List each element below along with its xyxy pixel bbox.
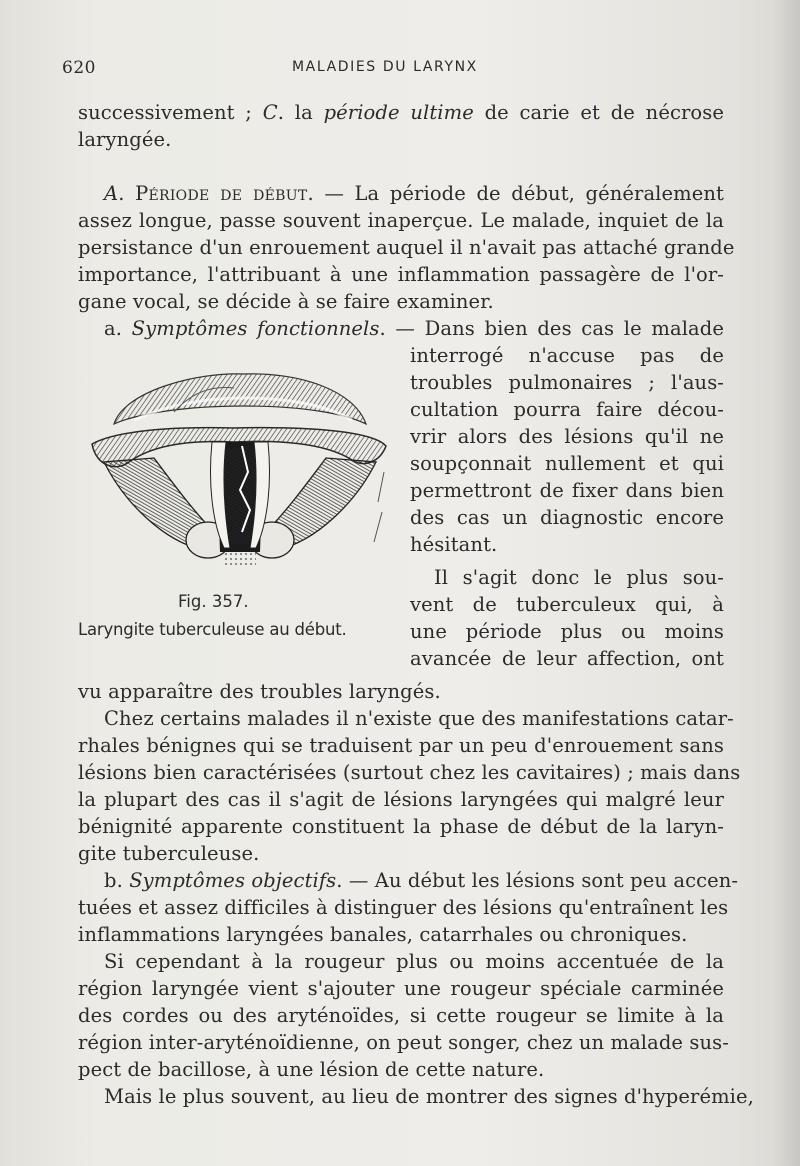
text-line: soupçonnait nullement et qui: [410, 452, 724, 475]
text-line: région laryngée vient s'ajouter une rougeur spéciale carminée: [78, 977, 724, 1000]
subsection-heading-line: a. Symptômes fonctionnels. — Dans bien des cas le malade: [104, 317, 724, 340]
text-line: gane vocal, se décide à se faire examiner.: [78, 290, 494, 313]
text-line: une période plus ou moins: [410, 620, 724, 643]
text-line: vent de tuberculeux qui, à: [410, 593, 724, 616]
text-line: permettront de fixer dans bien: [410, 479, 724, 502]
text-line: Mais le plus souvent, au lieu de montrer des signes d'hyperémie,: [104, 1085, 754, 1108]
text-line: rhales bénignes qui se traduisent par un peu d'enrouement sans: [78, 734, 724, 757]
text-line: interrogé n'accuse pas de: [410, 344, 724, 367]
page-header: [62, 58, 722, 82]
figure-caption: Laryngite tuberculeuse au début.: [78, 620, 347, 639]
running-head: MALADIES DU LARYNX: [292, 59, 478, 75]
text-line: inflammations laryngées banales, catarrhales ou chroniques.: [78, 923, 688, 946]
text-line: persistance d'un enrouement auquel il n'avait pas attaché grande: [78, 236, 735, 259]
text-line: bénignité apparente constituent la phase de début de la laryn-: [78, 815, 724, 838]
text-line: avancée de leur affection, ont: [410, 647, 724, 670]
page-number: 620: [62, 58, 96, 78]
section-heading-line: A. Période de début. — La période de début, généralement: [104, 182, 724, 205]
text-line: lésions bien caractérisées (surtout chez les cavitaires) ; mais dans: [78, 761, 741, 784]
larynx-engraving-icon: [84, 362, 394, 592]
text-line: cultation pourra faire décou-: [410, 398, 724, 421]
text-line: vrir alors des lésions qu'il ne: [410, 425, 724, 448]
text-line: gite tuberculeuse.: [78, 842, 260, 865]
subsection-heading-line: b. Symptômes objectifs. — Au début les lésions sont peu accen-: [104, 869, 739, 892]
text-line: des cas un diagnostic encore: [410, 506, 724, 529]
text-line: Il s'agit donc le plus sou-: [434, 566, 724, 589]
text-line: Chez certains malades il n'existe que des manifestations catar-: [104, 707, 734, 730]
text-line: assez longue, passe souvent inaperçue. Le malade, inquiet de la: [78, 209, 724, 232]
text-line: des cordes ou des aryténoïdes, si cette rougeur se limite à la: [78, 1004, 724, 1027]
text-line: pect de bacillose, à une lésion de cette nature.: [78, 1058, 545, 1081]
text-line: hésitant.: [410, 533, 498, 556]
larynx-illustration: [84, 362, 394, 592]
text-line: région inter-aryténoïdienne, on peut songer, chez un malade sus-: [78, 1031, 729, 1054]
text-line: vu apparaître des troubles laryngés.: [78, 680, 441, 703]
text-line: importance, l'attribuant à une inflammation passagère de l'or-: [78, 263, 724, 286]
figure-number: Fig. 357.: [178, 592, 249, 611]
text-line: successivement ; C. la période ultime de carie et de nécrose: [78, 101, 724, 124]
text-line: la plupart des cas il s'agit de lésions laryngées qui malgré leur: [78, 788, 724, 811]
text-line: tuées et assez difficiles à distinguer des lésions qu'entraînent les: [78, 896, 729, 919]
text-line: Si cependant à la rougeur plus ou moins accentuée de la: [104, 950, 724, 973]
text-line: laryngée.: [78, 128, 172, 151]
text-line: troubles pulmonaires ; l'aus-: [410, 371, 724, 394]
